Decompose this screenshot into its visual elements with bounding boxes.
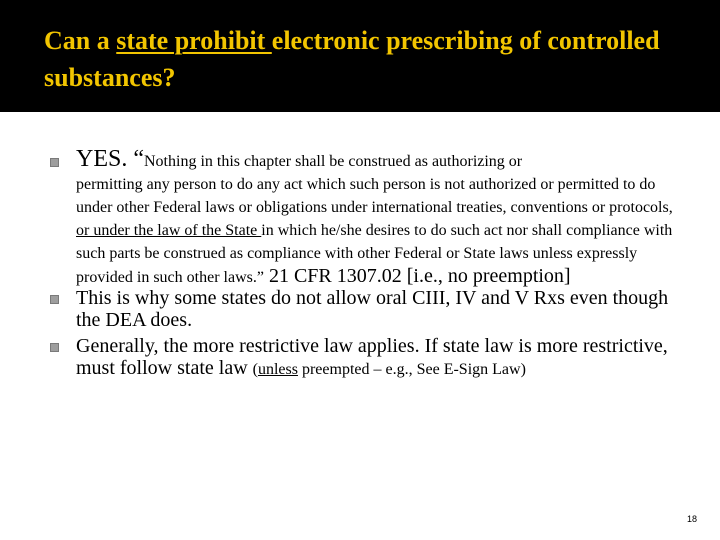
bullet-states-text: This is why some states do not allow oral CIII, IV and V Rxs even though the DEA does. — [76, 287, 669, 331]
bullet-marker-icon — [50, 158, 59, 167]
bullet-restrictive-text — [76, 335, 686, 381]
bullet-states — [50, 287, 686, 331]
citation: 21 CFR 1307.02 [i.e., no preemption] — [263, 265, 571, 287]
title-part-1: Can a — [44, 26, 117, 55]
paren-open: ( — [252, 361, 258, 378]
bullet-marker-icon — [50, 295, 59, 304]
restrictive-text: Generally, the more restrictive law applies. If state law is more restrictive, must follow state law — [76, 335, 668, 379]
quote-middle-2: in which he/she desires to do such act nor shall compliance with such parts be construed as compliance with other Federal or State laws unless expressly provided in such other laws.” — [76, 222, 673, 286]
unless-underlined: unless — [257, 361, 298, 378]
bullet-yes-text — [76, 148, 686, 289]
yes-label: YES. “ — [76, 146, 144, 172]
quote-line-1: Nothing in this chapter shall be construed as authorizing or — [144, 153, 523, 170]
title-part-2: electronic prescribing of controlled substances? — [44, 26, 660, 92]
page-number: 18 — [686, 514, 697, 524]
paren-rest: preempted – e.g., See E-Sign Law) — [297, 361, 526, 378]
slide-title — [44, 22, 684, 96]
quote-middle-1: permitting any person to do any act which such person is not authorized or permitted to do under other Federal laws or obligations under international treaties, conventions or protocols, — [76, 176, 673, 216]
bullet-marker-icon — [50, 343, 59, 352]
bullet-restrictive — [50, 335, 686, 381]
quote-underlined: or under the law of the State — [76, 222, 262, 239]
slide-content — [50, 148, 686, 381]
bullet-yes — [50, 148, 686, 289]
title-underlined: state prohibit — [116, 26, 272, 55]
title-bar — [0, 0, 720, 112]
